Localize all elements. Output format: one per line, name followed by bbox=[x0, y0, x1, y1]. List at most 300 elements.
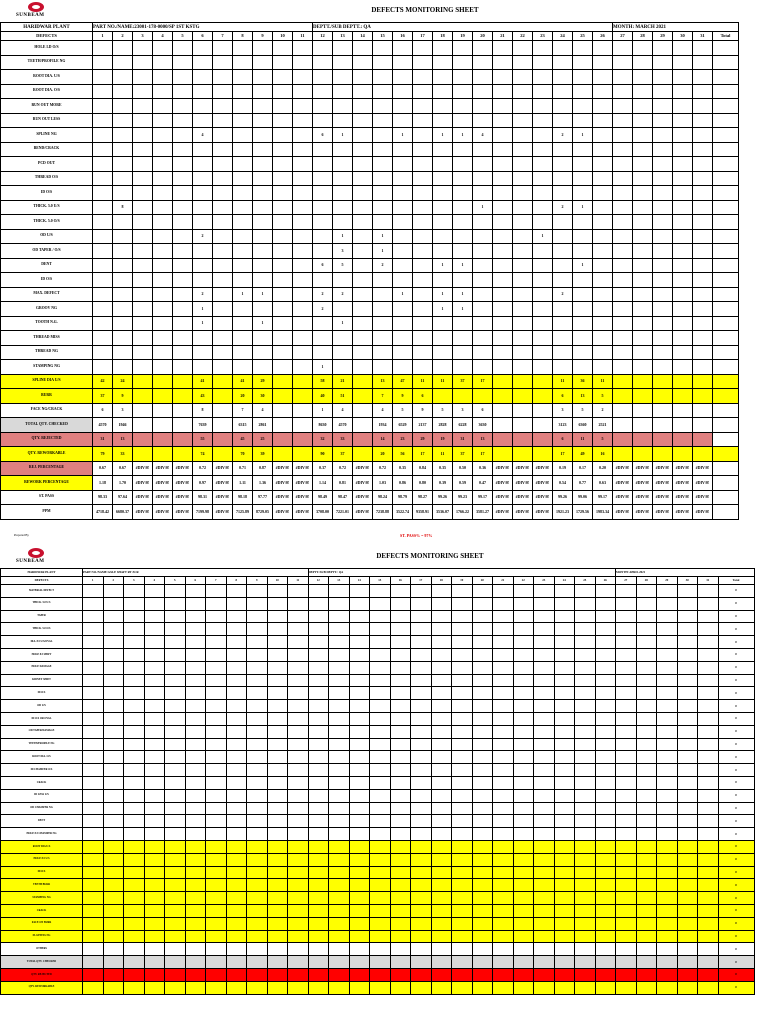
day-header: 11 bbox=[288, 577, 309, 585]
defects-header: DEFECTS bbox=[1, 32, 93, 41]
day-cell: 5 bbox=[333, 258, 353, 273]
day-cell bbox=[153, 157, 173, 172]
day-cell bbox=[233, 70, 253, 85]
day-cell bbox=[633, 84, 653, 99]
day-cell: #DIV/0! bbox=[213, 505, 233, 520]
day-cell bbox=[329, 597, 350, 610]
day-cell bbox=[472, 597, 493, 610]
day-cell bbox=[575, 636, 596, 649]
row-label: MATERIAL DEFECT bbox=[1, 585, 83, 598]
day-cell bbox=[93, 244, 113, 259]
day-cell bbox=[452, 866, 473, 879]
day-cell: #DIV/0! bbox=[653, 490, 673, 505]
day-cell bbox=[193, 99, 213, 114]
day-cell bbox=[288, 700, 309, 713]
day-cell bbox=[513, 687, 534, 700]
day-cell bbox=[124, 712, 145, 725]
day-cell bbox=[616, 904, 637, 917]
day-cell bbox=[226, 751, 247, 764]
day-cell: 1 bbox=[373, 229, 393, 244]
day-cell bbox=[657, 981, 678, 994]
day-cell bbox=[673, 345, 693, 360]
day-cell bbox=[413, 273, 433, 288]
day-cell bbox=[534, 585, 555, 598]
day-cell: #DIV/0! bbox=[273, 490, 293, 505]
day-cell bbox=[513, 712, 534, 725]
day-cell bbox=[213, 128, 233, 143]
day-cell bbox=[673, 389, 693, 404]
day-cell: 1 bbox=[453, 258, 473, 273]
day-cell bbox=[453, 273, 473, 288]
day-cell bbox=[124, 892, 145, 905]
day-cell: #DIV/0! bbox=[493, 476, 513, 491]
defect-row bbox=[1, 432, 739, 447]
day-cell: 33 bbox=[333, 432, 353, 447]
day-cell bbox=[370, 585, 391, 598]
day-cell bbox=[329, 956, 350, 969]
defect-row bbox=[1, 879, 755, 892]
day-cell bbox=[373, 316, 393, 331]
day-cell bbox=[433, 171, 453, 186]
defect-row bbox=[1, 99, 739, 114]
day-cell bbox=[247, 917, 268, 930]
day-cell bbox=[433, 41, 453, 56]
day-cell bbox=[144, 904, 165, 917]
total-cell: 0 bbox=[718, 853, 754, 866]
day-cell bbox=[613, 302, 633, 317]
day-cell bbox=[349, 802, 370, 815]
day-cell bbox=[293, 273, 313, 288]
day-cell bbox=[575, 776, 596, 789]
day-cell bbox=[370, 738, 391, 751]
day-cell bbox=[677, 636, 698, 649]
day-cell: 41 bbox=[233, 374, 253, 389]
day-cell bbox=[247, 661, 268, 674]
total-cell bbox=[713, 490, 739, 505]
day-cell bbox=[636, 597, 657, 610]
day-cell bbox=[698, 892, 719, 905]
day-cell bbox=[411, 764, 432, 777]
day-cell: 19 bbox=[433, 432, 453, 447]
day-cell bbox=[233, 229, 253, 244]
day-cell bbox=[513, 917, 534, 930]
day-cell bbox=[288, 623, 309, 636]
day-cell bbox=[513, 258, 533, 273]
sheet-title: DEFECTS MONITORING SHEET bbox=[371, 6, 479, 14]
day-cell bbox=[253, 157, 273, 172]
day-cell: #DIV/0! bbox=[633, 461, 653, 476]
day-cell bbox=[393, 331, 413, 346]
day-cell bbox=[493, 802, 514, 815]
row-label: THICK. 5.0 O/S bbox=[1, 215, 93, 230]
day-cell bbox=[513, 956, 534, 969]
day-cell bbox=[83, 725, 104, 738]
day-cell bbox=[653, 41, 673, 56]
day-cell bbox=[124, 636, 145, 649]
day-cell: #DIV/0! bbox=[133, 505, 153, 520]
day-cell bbox=[353, 99, 373, 114]
day-cell bbox=[288, 738, 309, 751]
day-cell bbox=[353, 157, 373, 172]
day-cell bbox=[370, 930, 391, 943]
day-header: 8 bbox=[233, 32, 253, 41]
total-cell: 0 bbox=[718, 712, 754, 725]
total-cell bbox=[713, 200, 739, 215]
day-cell bbox=[613, 287, 633, 302]
day-cell bbox=[226, 866, 247, 879]
day-header: 22 bbox=[513, 577, 534, 585]
day-cell bbox=[267, 892, 288, 905]
total-cell bbox=[713, 157, 739, 172]
day-cell: #DIV/0! bbox=[513, 476, 533, 491]
row-label: OD CHAMFER NG bbox=[1, 802, 83, 815]
day-cell bbox=[673, 142, 693, 157]
day-cell bbox=[431, 687, 452, 700]
row-label: THICK. 5.0 O/S bbox=[1, 623, 83, 636]
day-cell bbox=[534, 687, 555, 700]
day-cell bbox=[493, 389, 513, 404]
day-cell bbox=[595, 661, 616, 674]
day-cell bbox=[698, 687, 719, 700]
day-cell: 0.80 bbox=[413, 476, 433, 491]
total-cell: 0 bbox=[718, 866, 754, 879]
day-cell bbox=[185, 776, 206, 789]
day-cell: 3630 bbox=[473, 418, 493, 433]
defect-row bbox=[1, 258, 739, 273]
day-cell: 24 bbox=[113, 374, 133, 389]
day-cell bbox=[433, 229, 453, 244]
day-cell bbox=[165, 917, 186, 930]
day-cell bbox=[293, 345, 313, 360]
day-cell bbox=[390, 981, 411, 994]
day-cell bbox=[173, 157, 193, 172]
day-cell bbox=[431, 828, 452, 841]
day-cell bbox=[595, 930, 616, 943]
day-cell: 0.67 bbox=[113, 461, 133, 476]
part-name: PART NO./NAME:AXLE SHAFT RT ZCR bbox=[83, 569, 309, 577]
day-cell bbox=[473, 360, 493, 375]
day-cell: 37 bbox=[93, 389, 113, 404]
day-cell bbox=[393, 258, 413, 273]
day-cell bbox=[308, 674, 329, 687]
day-cell: 0.84 bbox=[413, 461, 433, 476]
day-cell bbox=[133, 258, 153, 273]
day-cell bbox=[353, 55, 373, 70]
day-cell bbox=[349, 712, 370, 725]
day-cell bbox=[433, 70, 453, 85]
day-cell bbox=[103, 956, 124, 969]
row-label: MAX. DEFECT bbox=[1, 287, 93, 302]
day-header: 29 bbox=[653, 32, 673, 41]
day-cell bbox=[633, 70, 653, 85]
day-cell bbox=[595, 904, 616, 917]
day-cell bbox=[226, 623, 247, 636]
day-cell bbox=[165, 853, 186, 866]
day-cell bbox=[673, 70, 693, 85]
day-cell bbox=[390, 597, 411, 610]
day-cell bbox=[226, 879, 247, 892]
day-cell bbox=[370, 700, 391, 713]
day-cell: 4570 bbox=[333, 418, 353, 433]
defect-row bbox=[1, 648, 755, 661]
day-cell bbox=[103, 764, 124, 777]
total-cell bbox=[713, 273, 739, 288]
day-cell bbox=[124, 840, 145, 853]
day-cell: 98.49 bbox=[313, 490, 333, 505]
day-cell bbox=[636, 725, 657, 738]
day-cell bbox=[329, 930, 350, 943]
day-cell bbox=[616, 853, 637, 866]
day-cell bbox=[93, 200, 113, 215]
day-cell bbox=[534, 917, 555, 930]
day-cell bbox=[472, 636, 493, 649]
defect-row bbox=[1, 447, 739, 462]
day-cell bbox=[533, 302, 553, 317]
day-cell bbox=[144, 764, 165, 777]
day-cell bbox=[593, 200, 613, 215]
day-cell bbox=[513, 331, 533, 346]
day-cell bbox=[267, 687, 288, 700]
day-cell bbox=[83, 712, 104, 725]
total-cell bbox=[713, 287, 739, 302]
day-cell bbox=[411, 853, 432, 866]
day-cell bbox=[653, 99, 673, 114]
day-cell bbox=[293, 258, 313, 273]
day-cell: 32 bbox=[313, 432, 333, 447]
day-cell bbox=[349, 892, 370, 905]
day-cell: 17 bbox=[473, 374, 493, 389]
day-cell bbox=[113, 331, 133, 346]
day-cell bbox=[206, 610, 227, 623]
day-cell bbox=[144, 853, 165, 866]
day-cell: 1 bbox=[453, 287, 473, 302]
day-cell: #DIV/0! bbox=[533, 476, 553, 491]
day-cell bbox=[173, 403, 193, 418]
day-cell bbox=[308, 610, 329, 623]
day-cell bbox=[513, 700, 534, 713]
day-cell bbox=[472, 687, 493, 700]
day-cell bbox=[575, 725, 596, 738]
day-cell: 99.06 bbox=[573, 490, 593, 505]
day-cell bbox=[534, 956, 555, 969]
total-cell bbox=[713, 331, 739, 346]
day-cell bbox=[185, 879, 206, 892]
day-cell bbox=[493, 287, 513, 302]
day-cell bbox=[433, 273, 453, 288]
day-cell bbox=[431, 738, 452, 751]
day-cell: 1 bbox=[193, 316, 213, 331]
day-cell bbox=[349, 700, 370, 713]
day-cell bbox=[413, 215, 433, 230]
day-cell bbox=[133, 316, 153, 331]
day-header: 13 bbox=[329, 577, 350, 585]
day-cell bbox=[613, 316, 633, 331]
day-cell bbox=[453, 70, 473, 85]
day-cell: 6 bbox=[413, 389, 433, 404]
day-cell bbox=[370, 674, 391, 687]
day-cell bbox=[349, 725, 370, 738]
day-cell bbox=[373, 273, 393, 288]
day-cell: 2828 bbox=[433, 418, 453, 433]
day-cell bbox=[677, 661, 698, 674]
day-cell bbox=[144, 840, 165, 853]
day-cell bbox=[206, 828, 227, 841]
day-cell bbox=[595, 610, 616, 623]
day-cell bbox=[472, 585, 493, 598]
day-cell: #DIV/0! bbox=[133, 490, 153, 505]
day-cell bbox=[124, 610, 145, 623]
day-cell bbox=[493, 956, 514, 969]
day-cell bbox=[349, 853, 370, 866]
day-cell bbox=[693, 244, 713, 259]
day-cell bbox=[673, 418, 693, 433]
day-cell bbox=[103, 828, 124, 841]
day-cell bbox=[657, 661, 678, 674]
day-cell bbox=[553, 244, 573, 259]
day-cell bbox=[431, 764, 452, 777]
day-cell bbox=[193, 55, 213, 70]
day-cell: #DIV/0! bbox=[513, 490, 533, 505]
day-cell bbox=[353, 302, 373, 317]
day-cell bbox=[513, 200, 533, 215]
day-cell bbox=[144, 956, 165, 969]
day-cell bbox=[253, 302, 273, 317]
day-cell bbox=[595, 597, 616, 610]
day-cell bbox=[553, 142, 573, 157]
day-cell bbox=[473, 215, 493, 230]
day-cell bbox=[636, 892, 657, 905]
row-label: DENT bbox=[1, 815, 83, 828]
day-cell bbox=[113, 345, 133, 360]
day-cell bbox=[185, 815, 206, 828]
day-cell bbox=[554, 904, 575, 917]
total-cell bbox=[713, 99, 739, 114]
row-label: ID O/S bbox=[1, 186, 93, 201]
day-cell bbox=[390, 789, 411, 802]
day-cell bbox=[553, 70, 573, 85]
day-cell bbox=[165, 648, 186, 661]
day-cell bbox=[308, 789, 329, 802]
day-cell: 1983.34 bbox=[593, 505, 613, 520]
day-cell bbox=[103, 802, 124, 815]
day-cell bbox=[698, 930, 719, 943]
day-cell bbox=[553, 113, 573, 128]
day-cell bbox=[613, 157, 633, 172]
day-cell bbox=[472, 904, 493, 917]
day-cell bbox=[333, 171, 353, 186]
day-cell bbox=[493, 623, 514, 636]
day-cell: 0.72 bbox=[373, 461, 393, 476]
day-cell bbox=[616, 968, 637, 981]
day-cell bbox=[653, 345, 673, 360]
day-cell bbox=[370, 917, 391, 930]
defect-row bbox=[1, 725, 755, 738]
day-cell bbox=[677, 802, 698, 815]
day-cell bbox=[390, 738, 411, 751]
day-cell bbox=[698, 956, 719, 969]
day-cell bbox=[173, 287, 193, 302]
day-cell bbox=[657, 815, 678, 828]
day-cell bbox=[213, 389, 233, 404]
day-cell: 20 bbox=[233, 389, 253, 404]
day-cell: 4 bbox=[473, 128, 493, 143]
day-cell: 98.27 bbox=[413, 490, 433, 505]
day-cell bbox=[473, 99, 493, 114]
day-cell bbox=[613, 113, 633, 128]
day-cell bbox=[698, 815, 719, 828]
day-cell: 31 bbox=[93, 432, 113, 447]
day-cell bbox=[613, 244, 633, 259]
day-cell: 43 bbox=[193, 389, 213, 404]
day-cell: 1946 bbox=[113, 418, 133, 433]
day-cell bbox=[370, 981, 391, 994]
day-header: 20 bbox=[472, 577, 493, 585]
defect-row bbox=[1, 113, 739, 128]
day-cell bbox=[677, 687, 698, 700]
day-cell bbox=[493, 943, 514, 956]
day-cell bbox=[553, 41, 573, 56]
total-cell: 0 bbox=[718, 648, 754, 661]
day-cell bbox=[288, 866, 309, 879]
defect-row bbox=[1, 505, 739, 520]
day-cell bbox=[293, 142, 313, 157]
day-cell bbox=[593, 331, 613, 346]
day-cell bbox=[673, 244, 693, 259]
day-cell bbox=[173, 55, 193, 70]
day-cell bbox=[213, 316, 233, 331]
day-cell bbox=[293, 287, 313, 302]
row-label: TOTAL QTY. CHECKED bbox=[1, 956, 83, 969]
day-cell bbox=[193, 360, 213, 375]
day-cell bbox=[452, 623, 473, 636]
day-cell: 99.17 bbox=[473, 490, 493, 505]
day-cell bbox=[573, 273, 593, 288]
day-cell: 90 bbox=[313, 447, 333, 462]
day-cell bbox=[144, 623, 165, 636]
day-cell bbox=[93, 258, 113, 273]
total-cell bbox=[713, 505, 739, 520]
day-cell bbox=[613, 374, 633, 389]
day-cell bbox=[144, 968, 165, 981]
day-cell bbox=[313, 55, 333, 70]
day-cell bbox=[267, 879, 288, 892]
day-cell: 1 bbox=[393, 287, 413, 302]
day-cell bbox=[313, 157, 333, 172]
day-cell: 0.20 bbox=[593, 461, 613, 476]
day-cell bbox=[308, 956, 329, 969]
day-cell bbox=[313, 84, 333, 99]
total-cell: 0 bbox=[718, 687, 754, 700]
day-cell: 1 bbox=[373, 244, 393, 259]
day-cell bbox=[613, 447, 633, 462]
day-cell bbox=[534, 674, 555, 687]
day-cell bbox=[226, 636, 247, 649]
day-cell bbox=[267, 828, 288, 841]
day-cell bbox=[693, 287, 713, 302]
day-cell bbox=[673, 447, 693, 462]
day-cell bbox=[370, 789, 391, 802]
day-cell bbox=[373, 331, 393, 346]
day-cell bbox=[393, 215, 413, 230]
day-cell bbox=[633, 244, 653, 259]
day-cell bbox=[226, 725, 247, 738]
defect-row bbox=[1, 751, 755, 764]
defect-row bbox=[1, 360, 739, 375]
day-cell bbox=[493, 597, 514, 610]
day-cell bbox=[93, 157, 113, 172]
day-cell: #DIV/0! bbox=[513, 461, 533, 476]
day-cell bbox=[103, 789, 124, 802]
